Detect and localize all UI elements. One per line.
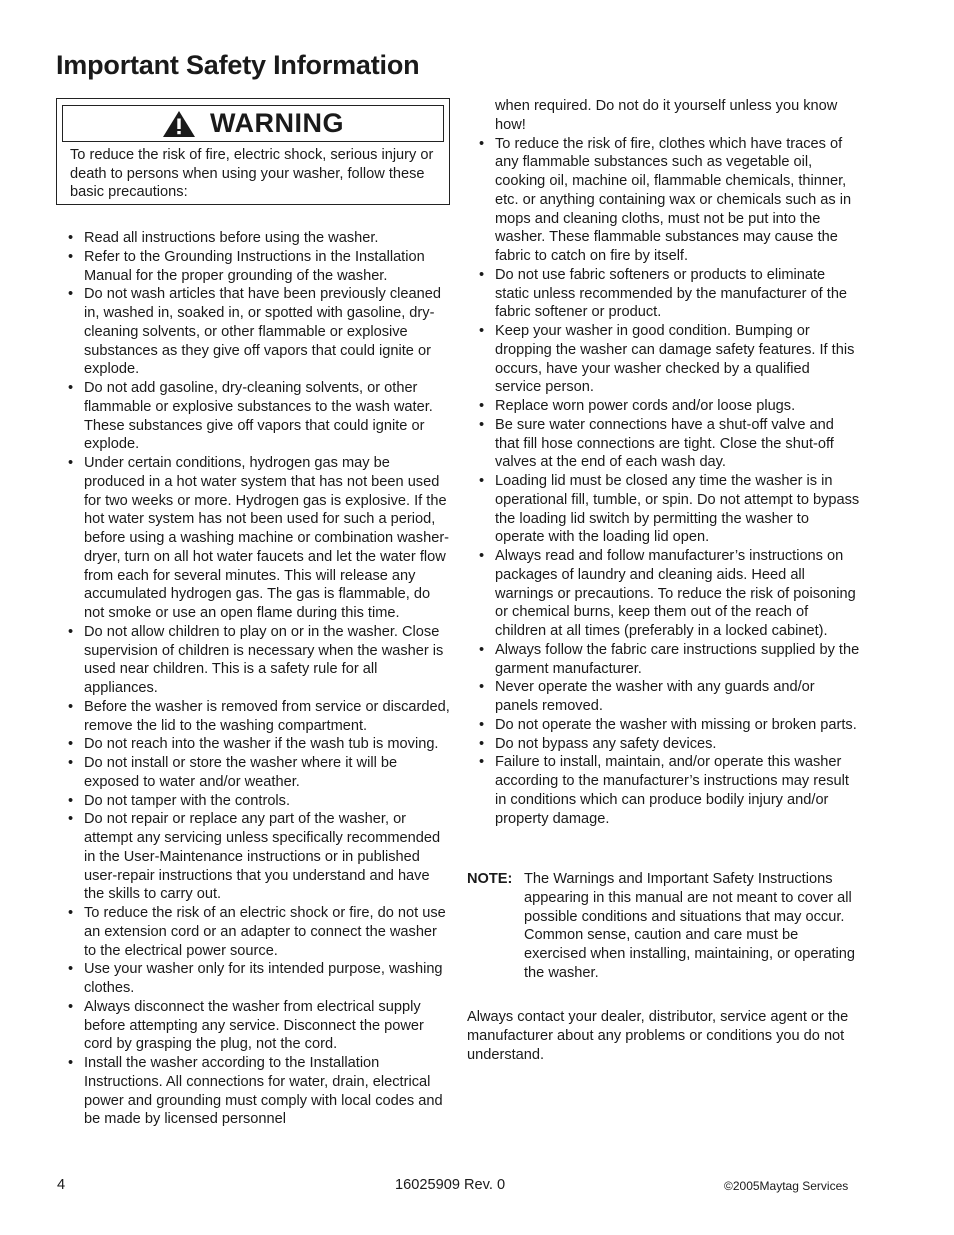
right-bullet-list xyxy=(478,135,860,829)
list-item: • Under certain conditions, hydrogen gas may be produced in a hot water system that has not been used for two weeks or more. Hydrogen gas is explosive. If the hot water system has not been used for such a period, before using a washing machine or combination washer-dryer, turn on all hot water faucets and let the water flow from each for several minutes. This will release any accumulated hydrogen gas. The gas is flammable, do not smoke or use an open flame during this time. xyxy=(67,454,451,623)
list-item: • Do not reach into the washer if the wash tub is moving. xyxy=(67,735,451,754)
list-item: • Install the washer according to the Installation Instructions. All connections for water, drain, electrical power and grounding must comply with local codes and be made by licensed personnel xyxy=(67,1054,451,1129)
list-item: • Keep your washer in good condition. Bumping or dropping the washer can damage safety features. If this occurs, have your washer checked by a qualified service person. xyxy=(478,322,860,397)
continued-bullet-text: when required. Do not do it yourself unless you know how! xyxy=(495,98,838,133)
note-label: NOTE: xyxy=(467,871,513,887)
warning-heading: WARNING xyxy=(210,108,344,138)
page-title: Important Safety Information xyxy=(56,50,420,80)
list-item: • Do not allow children to play on or in the washer. Close supervision of children is necessary when the washer is used near children. This is a safety rule for all appliances. xyxy=(67,623,451,698)
list-item: • Replace worn power cords and/or loose plugs. xyxy=(478,397,860,416)
copyright: ©2005Maytag Services xyxy=(724,1179,849,1193)
page-number: 4 xyxy=(57,1177,66,1193)
list-item: • Use your washer only for its intended purpose, washing clothes. xyxy=(67,960,451,998)
left-bullet-list xyxy=(67,229,451,1129)
list-item: • Always disconnect the washer from electrical supply before attempting any service. Disconnect the power cord by grasping the plug, not the cord. xyxy=(67,998,451,1054)
list-item: • Before the washer is removed from service or discarded, remove the lid to the washing compartment. xyxy=(67,698,451,736)
list-item: • Do not bypass any safety devices. xyxy=(478,735,860,754)
list-item: • To reduce the risk of fire, clothes which have traces of any flammable substances such as vegetable oil, cooking oil, machine oil, flammable chemicals, thinner, etc. or anything containing wax or chemicals such as in mops and cleaning cloths, must not be put into the washer. These flammable substances may cause the fabric to catch on fire by itself. xyxy=(478,135,860,266)
list-item: • To reduce the risk of an electric shock or fire, do not use an extension cord or an adapter to connect the washer to the electrical power source. xyxy=(67,904,451,960)
warning-header xyxy=(62,105,444,142)
document-number: 16025909 Rev. 0 xyxy=(395,1177,506,1193)
list-item: • Always read and follow manufacturer’s instructions on packages of laundry and cleaning aids. Heed all warnings or precautions. To reduce the risk of poisoning or chemical burns, keep them out of the reach of children at all times (preferably in a locked cabinet). xyxy=(478,547,860,641)
warning-box xyxy=(56,98,450,205)
list-item: • Do not repair or replace any part of the washer, or attempt any servicing unless specifically recommended in the User-Maintenance instructions or in published user-repair instructions that you understand and have the skills to carry out. xyxy=(67,810,451,904)
list-item: • Be sure water connections have a shut-off valve and that fill hose connections are tight. Close the shut-off valves at the end of each wash day. xyxy=(478,416,860,472)
note-block xyxy=(467,870,859,983)
warning-text: To reduce the risk of fire, electric shock, serious injury or death to persons when using your washer, follow these basic precautions: xyxy=(70,147,434,201)
list-item: • Do not wash articles that have been previously cleaned in, washed in, soaked in, or spotted with gasoline, dry-cleaning solvents, or other flammable or explosive substances as they give off vapors that could ignite or explode. xyxy=(67,285,451,379)
list-item: • Do not add gasoline, dry-cleaning solvents, or other flammable or explosive substances to the wash water. These substances give off vapors that could ignite or explode. xyxy=(67,379,451,454)
list-item: • Never operate the washer with any guards and/or panels removed. xyxy=(478,678,860,716)
list-item: • Always follow the fabric care instructions supplied by the garment manufacturer. xyxy=(478,641,860,679)
closing-paragraph: Always contact your dealer, distributor, service agent or the manufacturer about any problems or conditions you do not understand. xyxy=(467,1009,849,1063)
list-item: • Do not operate the washer with missing or broken parts. xyxy=(478,716,860,735)
list-item: • Do not install or store the washer where it will be exposed to water and/or weather. xyxy=(67,754,451,792)
list-item: • Do not tamper with the controls. xyxy=(67,792,451,811)
list-item: • Refer to the Grounding Instructions in the Installation Manual for the proper grounding of the washer. xyxy=(67,248,451,286)
list-item: • Failure to install, maintain, and/or operate this washer according to the manufacturer’s instructions may result in conditions which can produce bodily injury and/or property damage. xyxy=(478,753,860,828)
left-column xyxy=(67,229,451,1129)
warning-triangle-icon xyxy=(162,110,196,138)
list-item: • Loading lid must be closed any time the washer is in operational fill, tumble, or spin. Do not attempt to bypass the loading lid switch by permitting the washer to operate with the loading lid open. xyxy=(478,472,860,547)
list-item: • Read all instructions before using the washer. xyxy=(67,229,451,248)
list-item: • Do not use fabric softeners or products to eliminate static unless recommended by the manufacturer of the fabric softener or product. xyxy=(478,266,860,322)
right-column xyxy=(478,97,860,828)
note-text: The Warnings and Important Safety Instructions appearing in this manual are not meant to cover all possible conditions and situations that may occur. Common sense, caution and care must be exercised when installing, maintaining, or operating the washer. xyxy=(524,871,855,981)
